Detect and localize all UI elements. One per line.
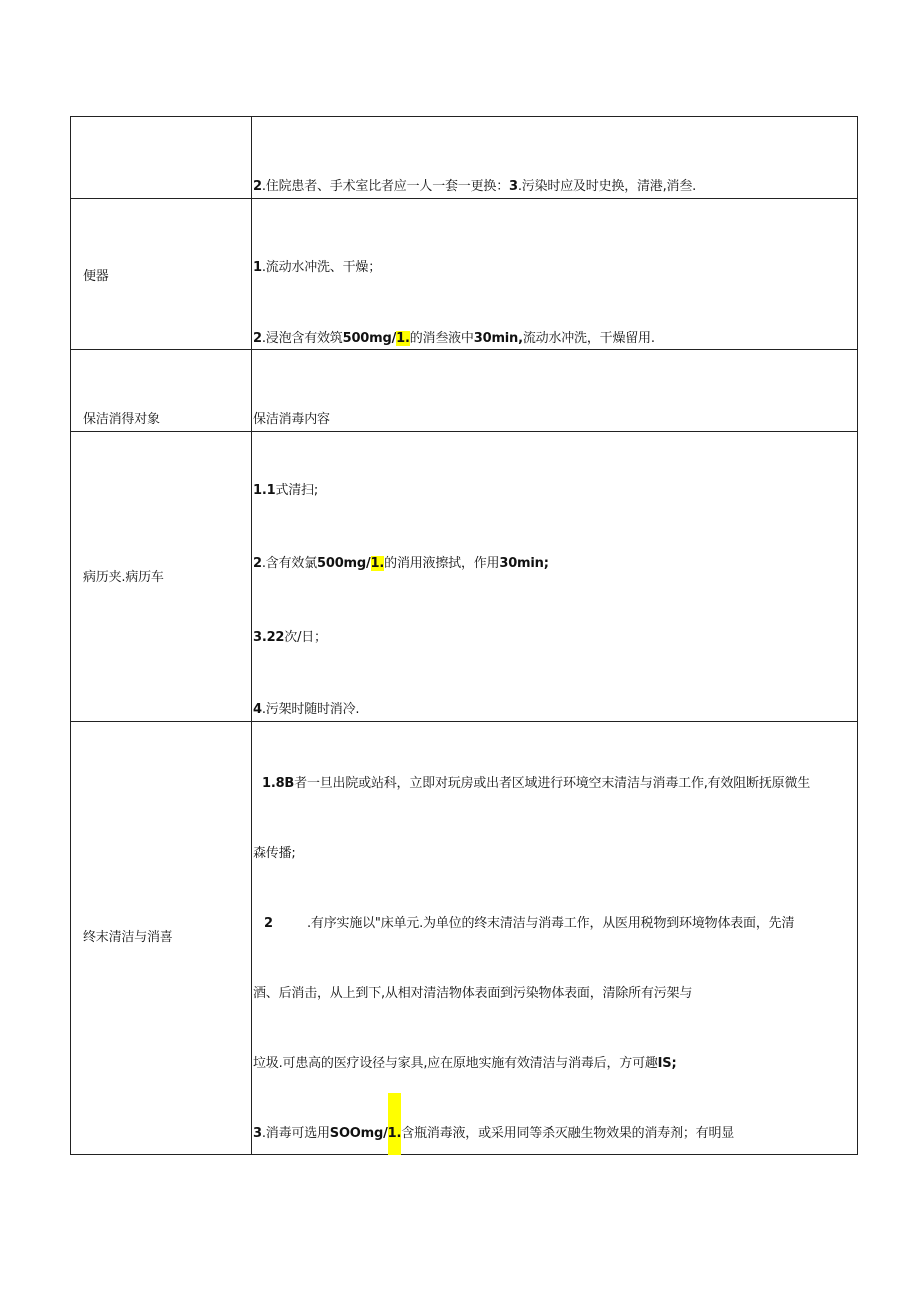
object-cell — [71, 432, 252, 722]
table-row — [71, 117, 858, 199]
table-row — [71, 199, 858, 350]
table-row — [71, 350, 858, 432]
table-row — [71, 722, 858, 1155]
content-line: 2 .有序实施以"床单元.为单位的终末清洁与消毒工作，从医用税物到环境物体表面，先清 — [264, 916, 795, 931]
content-cell — [252, 722, 858, 1155]
content-line: 3.消毒可选用SOOmg/1.含瓶消毒液，或采用同等杀灭融生物效果的消寿剂；有明显 — [253, 1126, 735, 1141]
object-cell — [71, 117, 252, 199]
content-line: 2.含有效氯500mg/1.的消用液擦拭，作用30min; — [253, 556, 549, 571]
content-line: 1.8B者一旦出院或站科，立即对玩房或出者区域进行环境空末清洁与消毒工作,有效阻断抚原微生 — [262, 776, 811, 791]
content-line: 1.1式清扫; — [253, 483, 319, 498]
content-line: 2.浸泡含有效筑500mg/1.的消叁液中30min,流动水冲洗，干燥留用. — [253, 331, 655, 346]
highlight-mark: 1. — [370, 556, 385, 571]
object-label: 病历夹.病历车 — [83, 570, 164, 585]
content-line: 3.22次/日； — [253, 630, 327, 645]
content-header-cell — [252, 350, 858, 432]
content-cell — [252, 199, 858, 350]
content-cell — [252, 432, 858, 722]
highlight-mark: 1. — [387, 1126, 402, 1141]
content-cell — [252, 117, 858, 199]
highlight-mark: 1. — [396, 331, 410, 346]
content-line: 2.住院患者、手术室比者应一人一套一更换：3.污染时应及时史换，清港,消叁. — [253, 179, 697, 194]
content-line: 4.污架时随时消冷. — [253, 702, 360, 717]
content-line: 垃圾.可患高的医疗设径与家具,应在原地实施有效清洁与消毒后，方可趣IS; — [253, 1056, 677, 1071]
disinfection-table — [70, 116, 858, 1155]
content-line: 森传播; — [253, 846, 296, 861]
content-line: 1.流动水冲洗、干燥； — [253, 260, 381, 275]
content-line: 酒、后消击，从上到下,从相对清洁物体表面到污染物体表面，清除所有污架与 — [253, 986, 693, 1001]
table-row — [71, 432, 858, 722]
object-label: 便器 — [83, 269, 109, 284]
object-cell — [71, 722, 252, 1155]
object-header-cell — [71, 350, 252, 432]
object-header: 保洁消得对象 — [83, 412, 160, 427]
object-cell — [71, 199, 252, 350]
content-header: 保洁消毒内容 — [253, 412, 330, 427]
object-label: 终末清洁与消喜 — [83, 930, 173, 945]
